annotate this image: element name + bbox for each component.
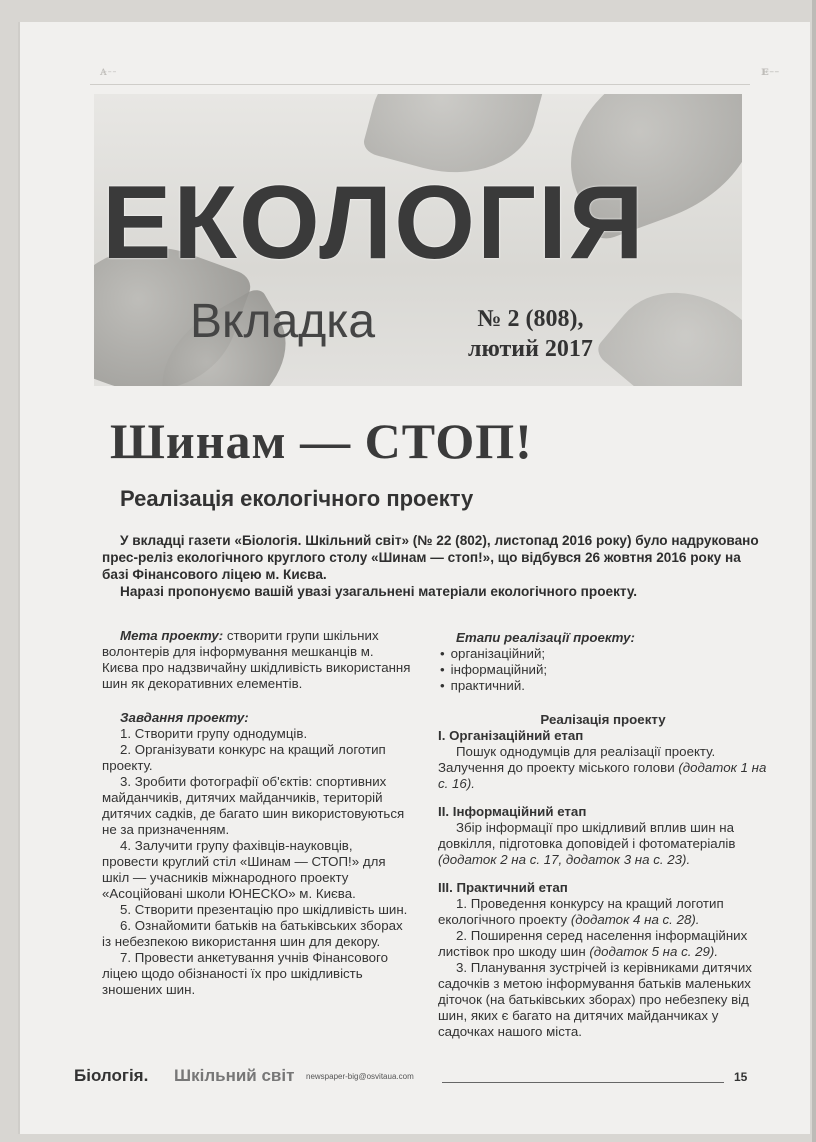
stage-3-item bbox=[438, 928, 768, 960]
footer-email: newspaper-big@osvitaua.com bbox=[306, 1072, 414, 1081]
page-number: 15 bbox=[734, 1070, 748, 1084]
task-item: 6. Ознайомити батьків на батьківських зборах із небезпекою використання шин для декору. bbox=[102, 918, 403, 949]
stage-3-title: III. Практичний етап bbox=[438, 880, 568, 895]
footer-rule bbox=[442, 1082, 724, 1083]
task-item: 5. Створити презентацію про шкідливість шин. bbox=[120, 902, 408, 917]
task-item: 2. Організувати конкурс на кращий логотип проекту. bbox=[102, 742, 386, 773]
stage-2-title: II. Інформаційний етап bbox=[438, 804, 587, 819]
stage-3-item-ref: (додаток 4 на с. 28). bbox=[570, 912, 700, 927]
left-column bbox=[102, 628, 412, 998]
stage-3-item-body: 2. Поширення серед населення інформаційних листівок про шкоду шин bbox=[438, 928, 748, 959]
right-column bbox=[438, 630, 768, 1040]
stage-3-item bbox=[438, 896, 768, 928]
stage-item: • інформаційний; bbox=[438, 662, 768, 678]
section-title: ЕКОЛОГІЯ bbox=[102, 165, 646, 281]
implementation-heading: Реалізація проекту bbox=[540, 712, 666, 727]
bleed-through-right: ᴇ̵ ̵ ̵ bbox=[761, 64, 780, 78]
task-item: 7. Провести анкетування учнів Фінансового ліцею щодо обізнаності їх про шкідливість зношених шин. bbox=[102, 950, 388, 997]
section-subtitle: Вкладка bbox=[190, 295, 376, 348]
goal-label: Мета проекту: bbox=[120, 628, 224, 643]
article-subtitle: Реалізація екологічного проекту bbox=[120, 486, 474, 511]
stage-1-ref: (додаток 1 на с. 16). bbox=[438, 760, 767, 791]
task-item: 4. Залучити групу фахівців-науковців, провести круглий стіл «Шинам — СТОП!» для шкіл — учасників міжнародного проекту «Асоційовані школи ЮНЕСКО» м. Києва. bbox=[102, 838, 386, 901]
stage-2-body: Збір інформації про шкідливий вплив шин на довкілля, підготовка доповідей і фотоматеріалів bbox=[438, 820, 736, 851]
intro-paragraph: Наразі пропонуємо вашій увазі узагальнені матеріали екологічного проекту. bbox=[120, 584, 638, 599]
stage-2-ref: (додаток 2 на с. 17, додаток 3 на с. 23). bbox=[438, 852, 691, 867]
scan-edge bbox=[812, 0, 816, 1142]
issue-number: № 2 (808), bbox=[477, 306, 584, 332]
page-footer bbox=[74, 1066, 764, 1090]
stage-3-item: 3. Планування зустрічей із керівниками дитячих садочків з метою інформування батьків маленьких діточок (на батьківських зборах) про небезпеку від шин, яких є багато на дитячих майданчиках у садочках нашого міста. bbox=[438, 960, 752, 1039]
stage-1-body: Пошук однодумців для реалізації проекту. Залучення до проекту міського голови bbox=[438, 744, 716, 775]
task-item: 3. Зробити фотографії об'єктів: спортивних майданчиків, дитячих майданчиків, територій дитячих садків, де багато шин використовуються не за призначенням. bbox=[102, 774, 405, 837]
stage-3-item-ref: (додаток 5 на с. 29). bbox=[589, 944, 719, 959]
intro-paragraph: У вкладці газети «Біологія. Шкільний світ» (№ 22 (802), листопад 2016 року) було надруковано прес-реліз екологічного круглого столу «Шинам — стоп!», що відбувся 26 жовтня 2016 року на базі Фінансового ліцею м. Києва. bbox=[102, 533, 759, 582]
section-banner bbox=[94, 94, 742, 386]
article-intro bbox=[102, 532, 768, 600]
issue-info bbox=[468, 304, 593, 364]
bleed-through-header bbox=[90, 64, 790, 84]
task-item: 1. Створити групу однодумців. bbox=[120, 726, 308, 741]
stages-heading: Етапи реалізації проекту: bbox=[456, 630, 635, 645]
stage-3-item-body: 1. Проведення конкурсу на кращий логотип екологічного проекту bbox=[438, 896, 724, 927]
stage-item: • організаційний; bbox=[438, 646, 768, 662]
tasks-heading: Завдання проекту: bbox=[120, 710, 249, 725]
bleed-through-rule bbox=[90, 84, 750, 85]
newspaper-page bbox=[18, 22, 810, 1134]
goal-paragraph bbox=[102, 628, 412, 692]
stage-2-text bbox=[438, 820, 768, 868]
stage-1-text bbox=[438, 744, 768, 792]
stage-1-title: I. Організаційний етап bbox=[438, 728, 584, 743]
goal-text: створити групи шкільних волонтерів для інформування мешканців м. Києва про надзвичайну шкідливість використання шин як декоративних елементів. bbox=[102, 628, 411, 691]
stage-item: • практичний. bbox=[438, 678, 768, 694]
article-title: Шинам — СТОП! bbox=[110, 413, 533, 469]
issue-date: лютий 2017 bbox=[468, 336, 593, 362]
footer-brand: Біологія. bbox=[74, 1066, 149, 1085]
bleed-through-left: ᴀ̵ ̵ ̵ bbox=[100, 64, 118, 78]
footer-brand-secondary: Шкільний світ bbox=[174, 1066, 295, 1085]
